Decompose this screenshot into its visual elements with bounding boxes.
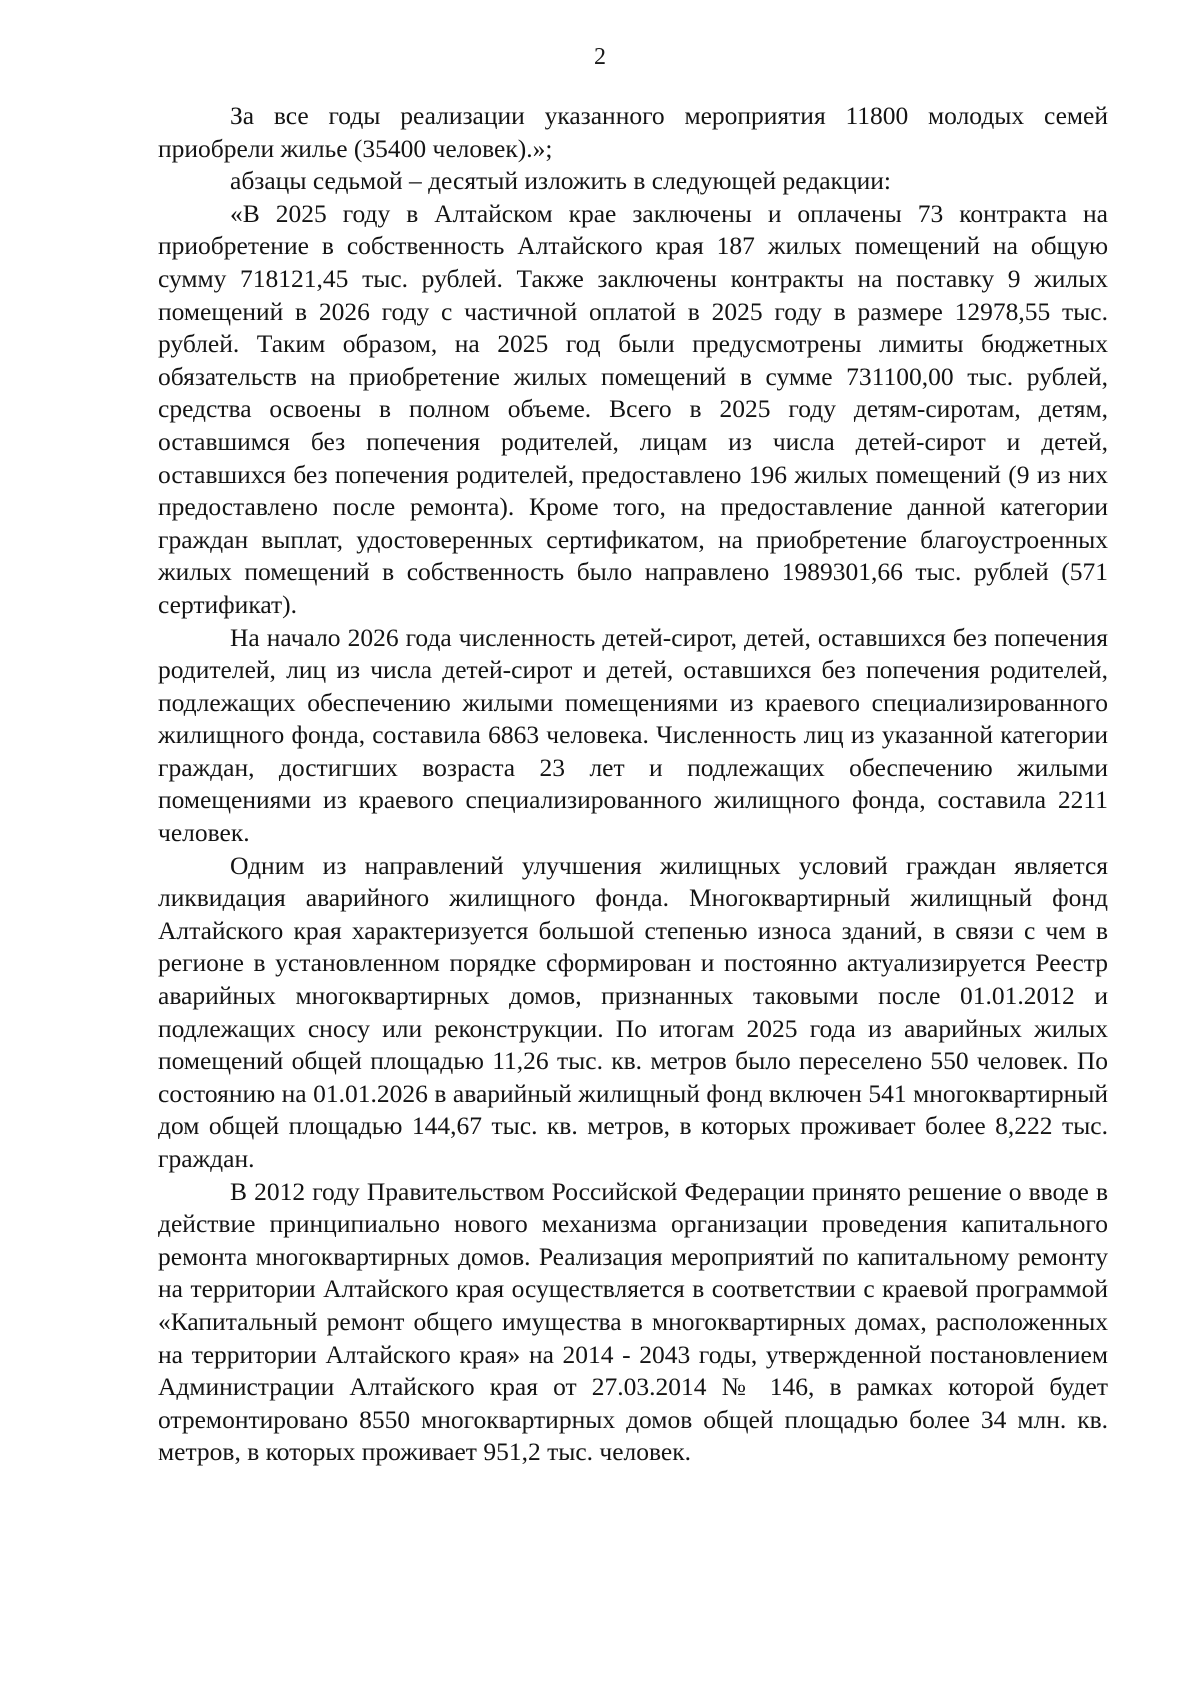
paragraph-6: В 2012 году Правительством Российской Федерации принято решение о вводе в действие принципиально нового механизма организации проведения капитального ремонта многоквартирных домов. Реализация мероприятий по капитальному ремонту на территории Алтайского края осуществляется в соответствии с краевой программой «Капитальный ремонт общего имущества в многоквартирных домах, расположенных на территории Алтайского края» на 2014 - 2043 годы, утвержденной постановлением Администрации Алтайского края от 27.03.2014 № 146, в рамках которой будет отремонтировано 8550 многоквартирных домов общей площадью более 34 млн. кв. метров, в которых проживает 951,2 тыс. человек. — [158, 1176, 1108, 1467]
paragraph-4: На начало 2026 года численность детей-сирот, детей, оставшихся без попечения родителей, лиц из числа детей-сирот и детей, оставшихся без попечения родителей, подлежащих обеспечению жилыми помещениями из краевого специализированного жилищного фонда, составила 6863 человека. Численность лиц из указанной категории граждан, достигших возраста 23 лет и подлежащих обеспечению жилыми помещениями из краевого специализированного жилищного фонда, составила 2211 человек. — [158, 622, 1108, 848]
page-number: 2 — [594, 44, 606, 70]
paragraph-3: «В 2025 году в Алтайском крае заключены и оплачены 73 контракта на приобретение в собственность Алтайского края 187 жилых помещений на общую сумму 718121,45 тыс. рублей. Также заключены контракты на поставку 9 жилых помещений в 2026 году с частичной оплатой в 2025 году в размере 12978,55 тыс. рублей. Таким образом, на 2025 год были предусмотрены лимиты бюджетных обязательств на приобретение жилых помещений в сумме 731100,00 тыс. рублей, средства освоены в полном объеме. Всего в 2025 году детям-сиротам, детям, оставшимся без попечения родителей, лицам из числа детей-сирот и детей, оставшихся без попечения родителей, предоставлено 196 жилых помещений (9 из них предоставлено после ремонта). Кроме того, на предоставление данной категории граждан выплат, удостоверенных сертификатом, на приобретение благоустроенных жилых помещений в собственность было направлено 1989301,66 тыс. рублей (571 сертификат). — [158, 198, 1108, 619]
paragraph-5: Одним из направлений улучшения жилищных условий граждан является ликвидация аварийного жилищного фонда. Многоквартирный жилищный фонд Алтайского края характеризуется большой степенью износа зданий, в связи с чем в регионе в установленном порядке сформирован и постоянно актуализируется Реестр аварийных многоквартирных домов, признанных таковыми после 01.01.2012 и подлежащих сносу или реконструкции. По итогам 2025 года из аварийных жилых помещений общей площадью 11,26 тыс. кв. метров было переселено 550 человек. По состоянию на 01.01.2026 в аварийный жилищный фонд включен 541 многоквартирный дом общей площадью 144,67 тыс. кв. метров, в которых проживает более 8,222 тыс. граждан. — [158, 850, 1108, 1173]
document-body — [158, 100, 1108, 1469]
paragraph-2: абзацы седьмой – десятый изложить в следующей редакции: — [230, 166, 891, 196]
paragraph-1: За все годы реализации указанного мероприятия 11800 молодых семей приобрели жилье (35400 человек).»; — [158, 101, 1108, 163]
